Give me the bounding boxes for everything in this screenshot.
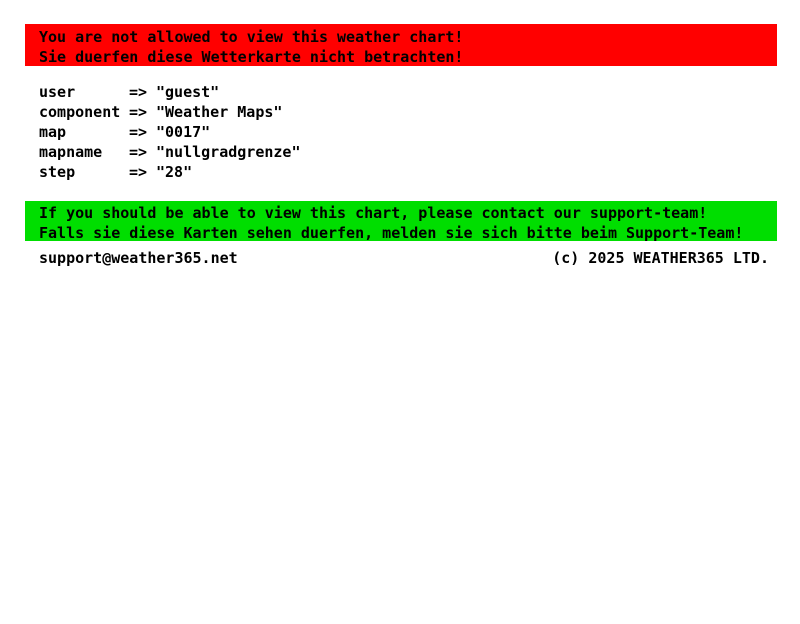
param-row-mapname — [39, 142, 800, 162]
param-value: "0017" — [156, 123, 211, 141]
param-key: map — [39, 123, 67, 141]
access-denied-page — [0, 24, 800, 266]
copyright: (c) 2025 WEATHER365 LTD. — [552, 249, 769, 267]
param-value: "nullgradgrenze" — [156, 143, 301, 161]
error-banner — [25, 24, 777, 66]
error-message-de: Sie duerfen diese Wetterkarte nicht betrachten! — [39, 48, 464, 66]
param-row-map — [39, 122, 800, 142]
param-key: component — [39, 103, 121, 121]
support-message-de: Falls sie diese Karten sehen duerfen, melden sie sich bitte beim Support-Team! — [39, 224, 744, 242]
param-key: mapname — [39, 143, 103, 161]
param-value: "Weather Maps" — [156, 103, 283, 121]
param-arrow: => — [129, 83, 148, 101]
param-arrow: => — [129, 163, 148, 181]
support-banner — [25, 201, 777, 241]
param-value: "28" — [156, 163, 193, 181]
param-key: step — [39, 163, 76, 181]
footer-row — [39, 251, 777, 266]
param-arrow: => — [129, 103, 148, 121]
support-email: support@weather365.net — [39, 249, 238, 267]
param-row-component — [39, 102, 800, 122]
error-message-en: You are not allowed to view this weather chart! — [39, 28, 464, 46]
request-params — [39, 82, 800, 182]
param-row-step — [39, 162, 800, 182]
param-key: user — [39, 83, 76, 101]
param-arrow: => — [129, 143, 148, 161]
param-row-user — [39, 82, 800, 102]
param-arrow: => — [129, 123, 148, 141]
param-value: "guest" — [156, 83, 220, 101]
support-message-en: If you should be able to view this chart, please contact our support-team! — [39, 204, 708, 222]
